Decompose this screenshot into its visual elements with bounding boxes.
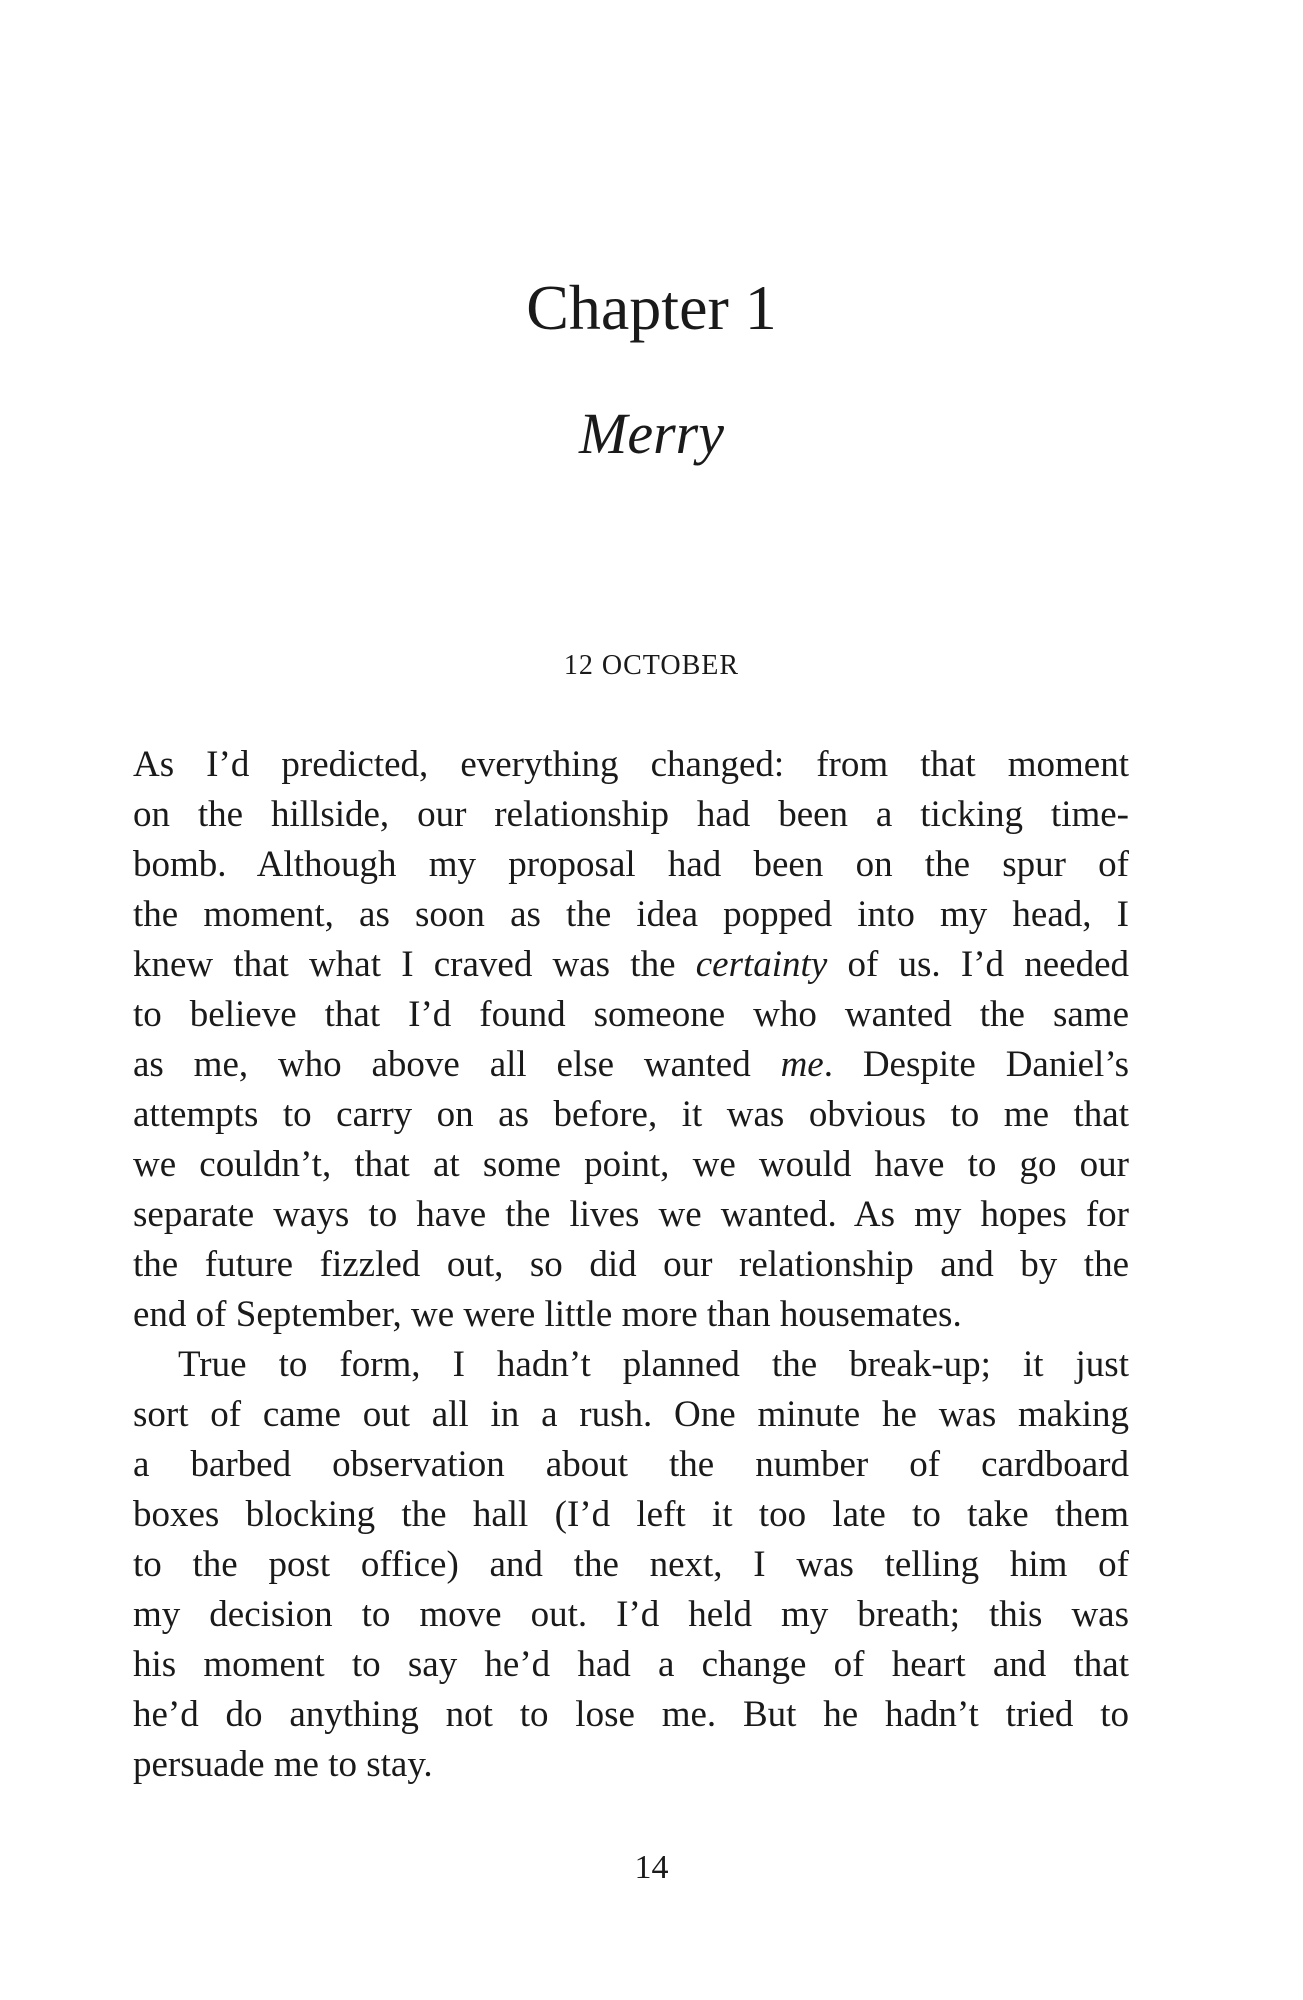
text-line: True to form, I hadn’t planned the break-up; it just [178,1344,1129,1385]
text-line: boxes blocking the hall (I’d left it too late to take them [133,1494,1129,1535]
text-line: end of September, we were little more than housemates. [133,1294,962,1335]
text-line: sort of came out all in a rush. One minute he was making [133,1394,1129,1435]
text-line: persuade me to stay. [133,1744,433,1785]
text-line: my decision to move out. I’d held my breath; this was [133,1594,1129,1635]
chapter-title: Chapter 1 [526,272,777,343]
text-line: the future fizzled out, so did our relationship and by the [133,1244,1129,1285]
text-line: on the hillside, our relationship had been a ticking time- [133,794,1129,835]
text-line: to the post office) and the next, I was telling him of [133,1544,1129,1585]
text-line: bomb. Although my proposal had been on the spur of [133,844,1129,885]
emphasis-certainty: certainty [695,944,828,985]
text-line: a barbed observation about the number of cardboard [133,1444,1129,1485]
text-line: we couldn’t, that at some point, we would have to go our [133,1144,1129,1185]
text-line: knew that what I craved was the certainty of us. I’d needed [133,944,1129,985]
text-line: the moment, as soon as the idea popped into my head, I [133,894,1129,935]
text-line: he’d do anything not to lose me. But he hadn’t tried to [133,1694,1129,1735]
text-line: as me, who above all else wanted me. Despite Daniel’s [133,1044,1129,1085]
page-number: 14 [634,1849,669,1886]
text-line: As I’d predicted, everything changed: from that moment [133,744,1129,785]
emphasis-me: me [780,1044,824,1085]
date-heading: 12 OCTOBER [563,650,740,681]
text-line: separate ways to have the lives we wanted. As my hopes for [133,1194,1129,1235]
text-line: to believe that I’d found someone who wanted the same [133,994,1129,1035]
chapter-subtitle: Merry [579,401,724,466]
body-text [133,740,1129,1790]
text-line: his moment to say he’d had a change of heart and that [133,1644,1129,1685]
text-line: attempts to carry on as before, it was obvious to me that [133,1094,1129,1135]
